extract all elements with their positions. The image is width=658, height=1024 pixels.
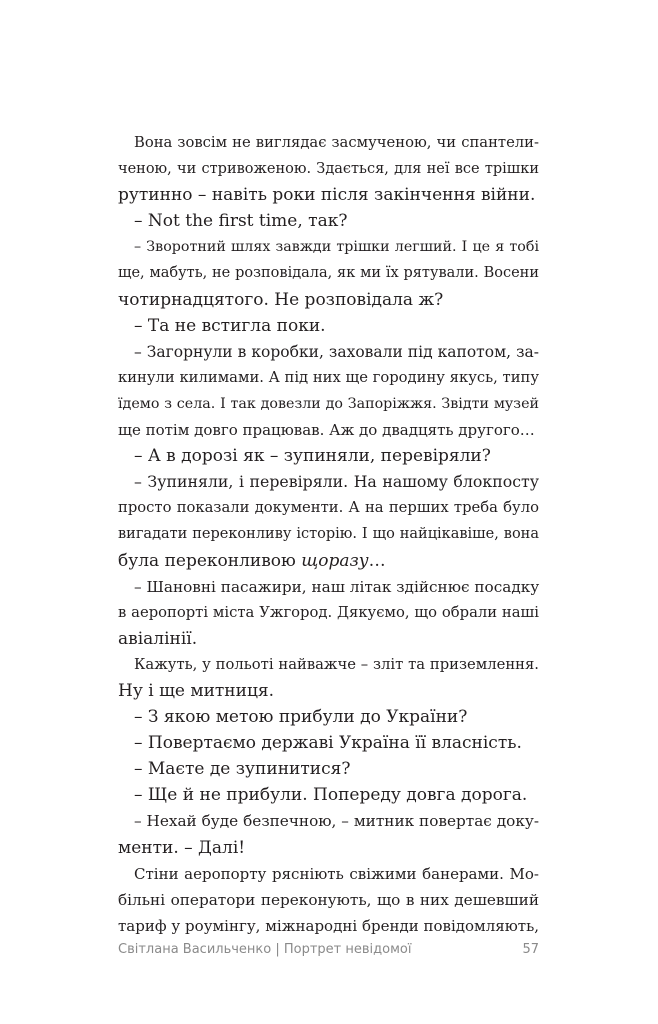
text-line: Ну і ще митниця. bbox=[118, 680, 275, 701]
text-segment: … bbox=[368, 550, 386, 571]
text-line: – Ще й не прибули. Попереду довга дорога. bbox=[134, 785, 528, 806]
running-footer-title: Світлана Васильченко | Портрет невідомої bbox=[118, 942, 412, 957]
text-segment: була переконливою bbox=[118, 550, 302, 571]
text-line bbox=[118, 548, 539, 574]
text-line: – Та не встигла поки. bbox=[134, 315, 326, 336]
text-line: Вона зовсім не виглядає засмученою, чи спантели- bbox=[134, 134, 539, 151]
text-line: ще потім довго працював. Аж до двадцять другого… bbox=[118, 421, 535, 440]
text-line: – Загорнули в коробки, заховали під капотом, за- bbox=[134, 342, 539, 361]
text-line: – Маєте де зупинитися? bbox=[134, 759, 351, 780]
page-body bbox=[118, 130, 539, 939]
text-line: кинули килимами. А під них ще городину якусь, типу bbox=[118, 368, 540, 386]
text-line: менти. – Далі! bbox=[118, 837, 246, 858]
text-line: – Нехай буде безпечною, – митник повертає доку- bbox=[134, 812, 539, 831]
text-line: авіалінії. bbox=[118, 628, 198, 649]
text-line: в аеропорті міста Ужгород. Дякуємо, що обрали наші bbox=[118, 603, 539, 621]
text-line: чотирнадцятого. Не розповідала ж? bbox=[118, 289, 444, 310]
text-line: просто показали документи. А на перших треба було bbox=[118, 499, 539, 517]
text-line: – Повертаємо державі Україна її власність. bbox=[134, 733, 522, 754]
text-line: – З якою метою прибули до України? bbox=[134, 707, 468, 728]
text-line: тариф у роумінгу, міжнародні бренди повідомляють, bbox=[118, 916, 539, 935]
text-line: рутинно – навіть роки після закінчення війни. bbox=[118, 185, 536, 206]
text-line: – А в дорозі як – зупиняли, перевіряли? bbox=[134, 446, 491, 467]
text-line: їдемо з села. І так довезли до Запоріжжя. Звідти музей bbox=[118, 395, 539, 412]
page-footer bbox=[118, 940, 539, 960]
page-number: 57 bbox=[522, 942, 539, 957]
text-line: більні оператори переконують, що в них дешевший bbox=[118, 890, 539, 909]
text-line: – Зворотний шлях завжди трішки легший. І це я тобі bbox=[134, 239, 539, 256]
text-line: ще, мабуть, не розповідала, як ми їх рятували. Восени bbox=[118, 265, 539, 282]
text-line: Кажуть, у польоті найважче – зліт та приземлення. bbox=[134, 655, 539, 673]
text-line: ченою, чи стривоженою. Здається, для неї все трішки bbox=[118, 161, 539, 178]
text-line: – Шановні пасажири, наш літак здійснює посадку bbox=[134, 577, 540, 596]
text-line: – Not the first time, так? bbox=[134, 211, 348, 232]
text-line: – Зупиняли, і перевіряли. На нашому блокпосту bbox=[134, 472, 539, 492]
text-line: вигадати переконливу історію. І що найцікавіше, вона bbox=[118, 526, 539, 543]
text-line: Стіни аеропорту рясніють свіжими банерами. Мо- bbox=[134, 864, 539, 883]
italic-word: щоразу bbox=[301, 550, 369, 571]
